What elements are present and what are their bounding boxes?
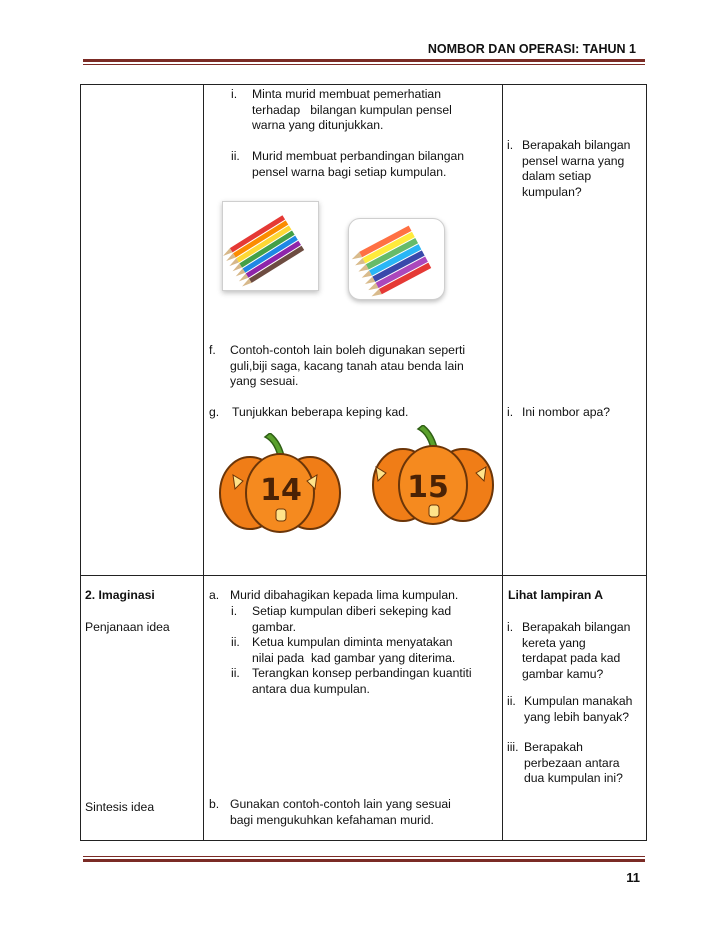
sub-step-line: Ketua kumpulan diminta menyatakan [252,635,453,649]
item-text: Murid dibahagikan kepada lima kumpulan. [230,588,459,602]
header-rule-thin [83,64,645,65]
item-g-text: Tunjukkan beberapa keping kad. [232,405,409,419]
item-line: yang sesuai. [230,374,299,388]
question-2-marker: i. [507,405,514,419]
item-g-marker: g. [209,405,220,419]
page-header-title: NOMBOR DAN OPERASI: TAHUN 1 [427,42,636,56]
footer-rule [83,859,645,862]
section-title: 2. Imaginasi [85,588,155,602]
sub-step-line: Setiap kumpulan diberi sekeping kad [252,604,452,618]
step-line: Murid membuat perbandingan bilangan [252,149,465,163]
step-marker: i. [231,87,238,101]
pumpkin-number: 15 [407,470,449,505]
item-line: bagi mengukuhkan kefahaman murid. [230,812,434,827]
sub-step-marker: ii. [231,666,240,680]
question-line: kereta yang [522,635,586,650]
question-line: Berapakah bilangan [522,138,631,152]
question-line: dua kumpulan ini? [524,771,623,785]
sub-step-line: Terangkan konsep perbandingan kuantiti [252,666,472,680]
pumpkin-number: 14 [260,473,302,508]
step-line: Minta murid membuat pemerhatian [252,87,441,101]
sub-step-marker: i. [231,604,238,618]
question-line: Berapakah bilangan [522,620,631,634]
sub-step-line: gambar. [252,619,297,634]
question-line: Kumpulan manakah [524,694,633,708]
question-line: terdapat pada kad [522,651,621,665]
question-marker: i. [507,138,514,152]
step-line: warna yang ditunjukkan. [252,118,384,132]
lampiran-reference: Lihat lampiran A [508,588,604,602]
sub-step-marker: ii. [231,635,240,649]
question-line: Berapakah [524,740,583,754]
step-line: pensel warna bagi setiap kumpulan. [252,164,447,179]
step-marker: ii. [231,149,240,163]
pumpkin-card-14 [215,433,345,533]
question-marker: iii. [507,740,519,754]
question-line: gambar kamu? [522,666,604,681]
question-line: perbezaan antara [524,755,620,770]
item-marker: a. [209,588,220,602]
item-marker: f. [209,343,216,357]
question-line: dalam setiap [522,169,592,183]
item-line: guli,biji saga, kacang tanah atau benda lain [230,358,464,373]
question-marker: i. [507,620,514,634]
item-line: Contoh-contoh lain boleh digunakan seperti [230,343,466,357]
question-line: pensel warna yang [522,153,625,168]
sub-step-line: nilai pada kad gambar yang diterima. [252,650,456,665]
question-marker: ii. [507,694,516,708]
footer-rule-thin [83,856,645,857]
page-number: 11 [626,870,640,885]
item-marker: b. [209,797,220,811]
question-line: kumpulan? [522,184,582,199]
question-line: yang lebih banyak? [524,709,630,724]
item-line: Gunakan contoh-contoh lain yang sesuai [230,797,451,811]
question-2-text: Ini nombor apa? [522,405,611,419]
pumpkin-card-15 [368,425,498,525]
sub-step-line: antara dua kumpulan. [252,681,370,696]
section-subtitle: Penjanaan idea [85,620,170,634]
pencil-group-image-2 [348,218,445,300]
header-rule [83,59,645,62]
step-line: terhadap bilangan kumpulan pensel [252,102,452,117]
section-subtitle: Sintesis idea [85,800,155,814]
pencil-group-image-1 [222,201,319,291]
